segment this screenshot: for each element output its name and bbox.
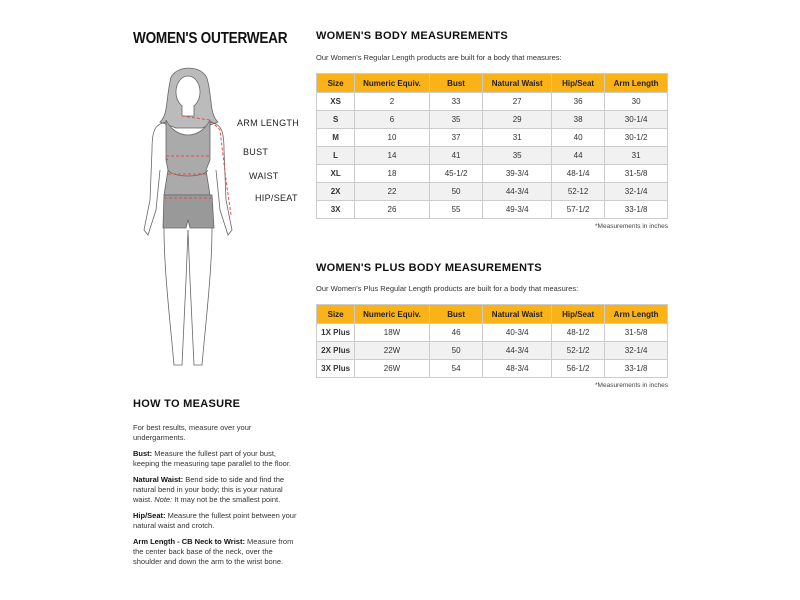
brand-title: WOMEN'S OUTERWEAR <box>133 30 288 47</box>
table-cell: 22W <box>355 342 429 360</box>
column-header: Numeric Equiv. <box>355 305 429 324</box>
table-cell: 18W <box>355 324 429 342</box>
how-to-title: HOW TO MEASURE <box>133 398 241 410</box>
table-row <box>317 360 668 378</box>
table-row <box>317 324 668 342</box>
column-header: Numeric Equiv. <box>355 74 429 93</box>
table-cell: 50 <box>429 183 483 201</box>
table-cell: 48-1/2 <box>551 324 604 342</box>
table-row <box>317 111 668 129</box>
table-cell: 36 <box>551 93 604 111</box>
how-to-intro: For best results, measure over your undergarments. <box>133 423 252 442</box>
table-cell: 30 <box>605 93 668 111</box>
table-cell: 31-5/8 <box>605 324 668 342</box>
table-cell: 3X Plus <box>317 360 355 378</box>
column-header: Natural Waist <box>483 74 552 93</box>
regular-intro: Our Women's Regular Length products are built for a body that measures: <box>316 53 562 62</box>
table-cell: 35 <box>429 111 483 129</box>
table-cell: 52-12 <box>551 183 604 201</box>
column-header: Bust <box>429 305 483 324</box>
table-cell: L <box>317 147 355 165</box>
column-header: Hip/Seat <box>551 305 604 324</box>
table-cell: 26 <box>355 201 429 219</box>
table-header-row <box>317 74 668 93</box>
table-cell: 37 <box>429 129 483 147</box>
table-cell: 26W <box>355 360 429 378</box>
table-cell: 50 <box>429 342 483 360</box>
table-cell: 30-1/4 <box>605 111 668 129</box>
regular-title: WOMEN'S BODY MEASUREMENTS <box>316 30 509 42</box>
table-cell: M <box>317 129 355 147</box>
table-cell: 56-1/2 <box>551 360 604 378</box>
column-header: Size <box>317 74 355 93</box>
table-cell: 35 <box>483 147 552 165</box>
table-cell: 31 <box>605 147 668 165</box>
plus-intro: Our Women's Plus Regular Length products are built for a body that measures: <box>316 284 579 293</box>
table-cell: 45-1/2 <box>429 165 483 183</box>
table-cell: 33 <box>429 93 483 111</box>
column-header: Natural Waist <box>483 305 552 324</box>
table-cell: 57-1/2 <box>551 201 604 219</box>
label-waist: WAIST <box>249 171 279 181</box>
plus-note: *Measurements in inches <box>595 382 668 389</box>
column-header: Size <box>317 305 355 324</box>
table-cell: 2X Plus <box>317 342 355 360</box>
table-cell: 1X Plus <box>317 324 355 342</box>
table-row <box>317 342 668 360</box>
table-row <box>317 147 668 165</box>
regular-measurements-table <box>316 73 668 219</box>
how-to-arm: Arm Length - CB Neck to Wrist: Measure from the center back base of the neck, over the shoulder and down the arm to the wrist bone. <box>133 537 294 566</box>
table-header-row <box>317 305 668 324</box>
table-row <box>317 201 668 219</box>
table-cell: 22 <box>355 183 429 201</box>
table-cell: 27 <box>483 93 552 111</box>
body-figure-illustration <box>130 60 300 380</box>
table-cell: 33-1/8 <box>605 360 668 378</box>
table-cell: 2X <box>317 183 355 201</box>
table-cell: 31-5/8 <box>605 165 668 183</box>
table-cell: 30-1/2 <box>605 129 668 147</box>
table-cell: 40 <box>551 129 604 147</box>
table-cell: 52-1/2 <box>551 342 604 360</box>
plus-measurements-table <box>316 304 668 378</box>
table-cell: 3X <box>317 201 355 219</box>
table-cell: 44-3/4 <box>483 183 552 201</box>
table-cell: 49-3/4 <box>483 201 552 219</box>
how-to-hip: Hip/Seat: Measure the fullest point between your natural waist and crotch. <box>133 511 297 530</box>
regular-note: *Measurements in inches <box>595 223 668 230</box>
plus-title: WOMEN'S PLUS BODY MEASUREMENTS <box>316 262 542 274</box>
column-header: Arm Length <box>605 305 668 324</box>
table-cell: 33-1/8 <box>605 201 668 219</box>
table-cell: 44 <box>551 147 604 165</box>
table-cell: 6 <box>355 111 429 129</box>
table-cell: 2 <box>355 93 429 111</box>
table-cell: 46 <box>429 324 483 342</box>
table-cell: 41 <box>429 147 483 165</box>
table-cell: 48-3/4 <box>483 360 552 378</box>
table-cell: 48-1/4 <box>551 165 604 183</box>
how-to-waist: Natural Waist: Bend side to side and find the natural bend in your body; this is your natural waist. Note: It may not be the smallest point. <box>133 475 285 504</box>
table-cell: 10 <box>355 129 429 147</box>
table-cell: 54 <box>429 360 483 378</box>
how-to-bust: Bust: Measure the fullest part of your bust, keeping the measuring tape parallel to the floor. <box>133 449 292 468</box>
table-cell: 44-3/4 <box>483 342 552 360</box>
how-to-measure <box>133 423 303 573</box>
table-cell: XS <box>317 93 355 111</box>
table-cell: 39-3/4 <box>483 165 552 183</box>
label-arm-length: ARM LENGTH <box>237 118 300 128</box>
table-cell: 32-1/4 <box>605 183 668 201</box>
table-row <box>317 165 668 183</box>
table-cell: 31 <box>483 129 552 147</box>
table-cell: 40-3/4 <box>483 324 552 342</box>
label-hip-seat: HIP/SEAT <box>255 193 298 203</box>
table-row <box>317 183 668 201</box>
column-header: Bust <box>429 74 483 93</box>
table-cell: 18 <box>355 165 429 183</box>
table-cell: 29 <box>483 111 552 129</box>
table-cell: 14 <box>355 147 429 165</box>
table-cell: 32-1/4 <box>605 342 668 360</box>
table-cell: S <box>317 111 355 129</box>
table-row <box>317 93 668 111</box>
column-header: Arm Length <box>605 74 668 93</box>
column-header: Hip/Seat <box>551 74 604 93</box>
table-cell: 55 <box>429 201 483 219</box>
table-row <box>317 129 668 147</box>
table-cell: 38 <box>551 111 604 129</box>
label-bust: BUST <box>243 147 269 157</box>
table-cell: XL <box>317 165 355 183</box>
